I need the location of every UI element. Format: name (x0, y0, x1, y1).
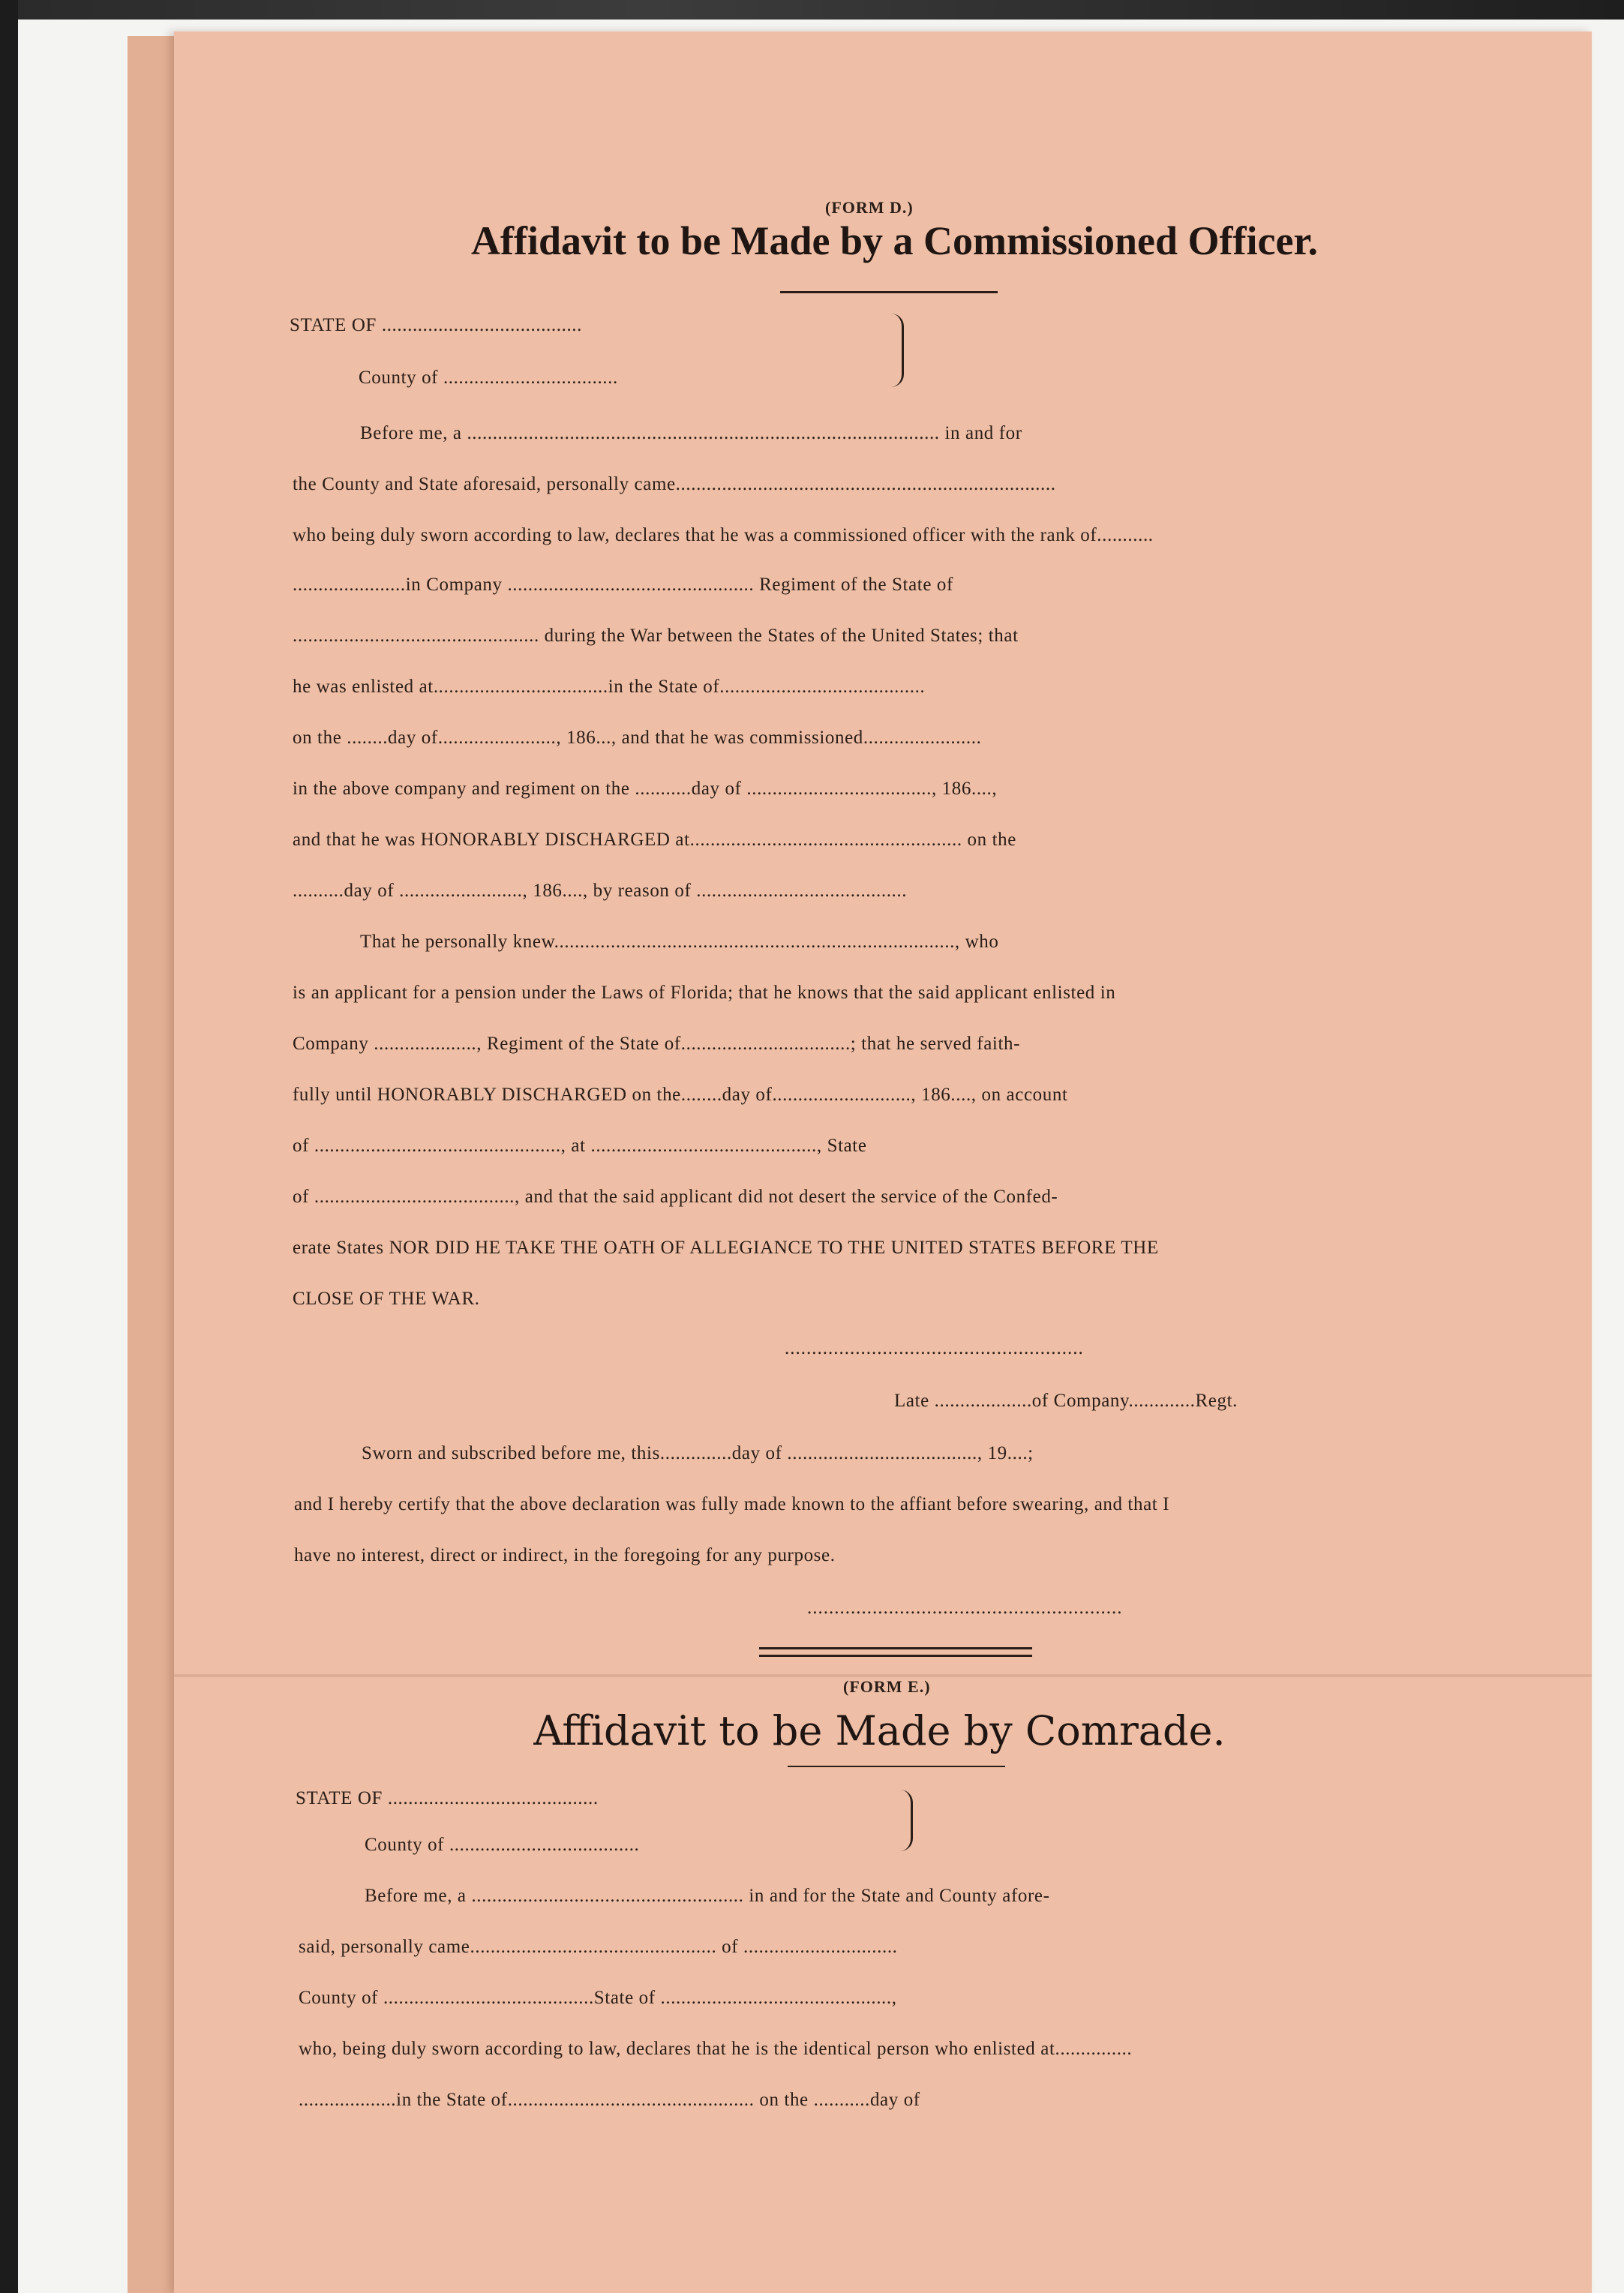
form-d-title-rule (780, 291, 998, 293)
form-d-line-8: in the above company and regiment on the ...........day of ...................................., 186...., (293, 779, 998, 799)
form-d-county-line: County of .................................. (359, 368, 618, 388)
form-d-line-15: of ................................................, at ............................................, State (293, 1136, 867, 1156)
form-d-line-9: and that he was HONORABLY DISCHARGED at..................................................... on the (293, 830, 1016, 850)
form-e-line-3: County of .........................................State of ............................................., (299, 1988, 897, 2008)
form-d-line-13: Company ...................., Regiment of the State of.................................; that he served faith- (293, 1034, 1021, 1054)
affiant-signature-line: ....................................................... (785, 1338, 1084, 1358)
form-d-line-17: erate States NOR DID HE TAKE THE OATH OF ALLEGIANCE TO THE UNITED STATES BEFORE THE (293, 1238, 1159, 1258)
officer-signature-line: .......................................................... (807, 1598, 1123, 1618)
form-e-line-2: said, personally came................................................ of .............................. (299, 1937, 898, 1957)
form-d-line-16: of ......................................., and that the said applicant did not desert the service of the Confed- (293, 1187, 1058, 1207)
form-e-venue-brace (900, 1790, 913, 1851)
form-e-title-rule (788, 1766, 1005, 1767)
form-d-venue-brace (891, 314, 904, 387)
late-company-line: Late ...................of Company.............Regt. (894, 1391, 1238, 1411)
form-d-line-7: on the ........day of......................., 186..., and that he was commissioned....................... (293, 728, 982, 748)
form-d-line-4: ......................in Company ................................................ Regiment of the State of (293, 575, 953, 595)
scanner-left-edge (0, 0, 18, 2293)
form-d-line-2: the County and State aforesaid, personally came.......................................................................... (293, 474, 1056, 494)
form-e-label: (FORM E.) (843, 1677, 931, 1696)
section-divider-top (759, 1647, 1032, 1649)
form-e-line-5: ...................in the State of................................................ on the ...........day of (299, 2090, 920, 2110)
form-d-line-6: he was enlisted at..................................in the State of........................................ (293, 677, 926, 697)
form-d-line-11: That he personally knew.............................................................................., who (360, 932, 999, 952)
form-e-line-4: who, being duly sworn according to law, declares that he is the identical person who enlisted at............... (299, 2039, 1133, 2059)
section-divider-bottom (759, 1655, 1032, 1657)
form-d-line-1: Before me, a ............................................................................................ in and for (360, 423, 1022, 443)
form-d-title: Affidavit to be Made by a Commissioned Officer. (471, 218, 1318, 263)
form-e-title: Affidavit to be Made by Comrade. (533, 1707, 1226, 1754)
form-d-line-5: ................................................ during the War between the States of the United States; that (293, 626, 1019, 646)
form-e-line-1: Before me, a ..................................................... in and for the State and County afore- (365, 1886, 1050, 1906)
sworn-line-2: and I hereby certify that the above declaration was fully made known to the affiant before swearing, and that I (294, 1494, 1170, 1514)
form-e-county-line: County of ..................................... (365, 1835, 640, 1855)
form-d-line-12: is an applicant for a pension under the Laws of Florida; that he knows that the said applicant enlisted in (293, 983, 1116, 1003)
form-d-label: (FORM D.) (825, 198, 914, 217)
form-e-state-line: STATE OF ......................................... (296, 1788, 599, 1808)
sworn-line-1: Sworn and subscribed before me, this..............day of ....................................., 19....; (362, 1443, 1034, 1463)
scanner-top-edge (0, 0, 1624, 20)
sworn-line-3: have no interest, direct or indirect, in the foregoing for any purpose. (294, 1545, 836, 1565)
form-d-line-14: fully until HONORABLY DISCHARGED on the........day of..........................., 186...., on account (293, 1085, 1068, 1105)
form-d-state-line: STATE OF ....................................... (290, 315, 583, 335)
form-d-line-3: who being duly sworn according to law, declares that he was a commissioned officer with the rank of........... (293, 525, 1154, 545)
form-d-line-18: CLOSE OF THE WAR. (293, 1289, 480, 1309)
form-d-line-10: ..........day of ........................, 186...., by reason of ......................................... (293, 881, 908, 901)
